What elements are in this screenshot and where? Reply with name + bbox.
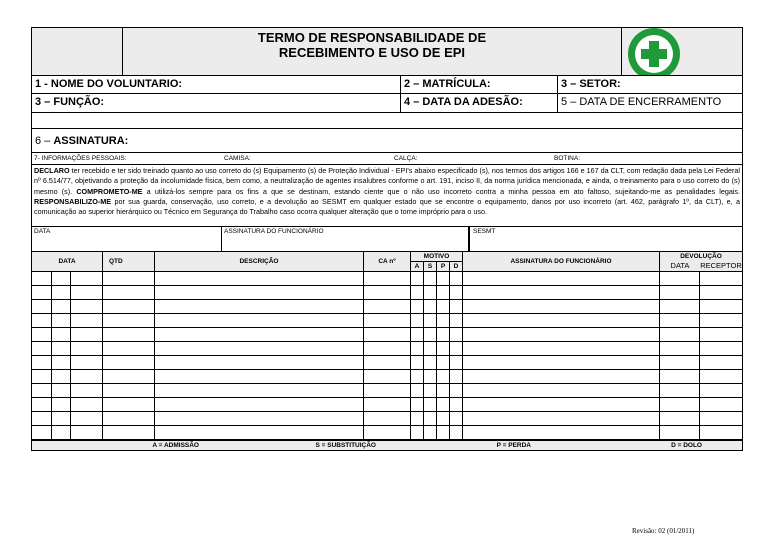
table-header [32, 252, 742, 272]
comprometo-text: a utilizá-los sempre para os fins a que se destinam, estando ciente que o não uso incorreto contra a minha pessoa em ato faltoso, sujeitando-me as penalidades legais. [142, 186, 741, 196]
table-cell[interactable] [463, 356, 660, 369]
table-cell[interactable] [411, 342, 424, 355]
field-data-adesao[interactable]: 4 – DATA DA ADESÃO: [401, 94, 558, 112]
row-assinatura [32, 129, 742, 153]
table-cell[interactable] [437, 384, 450, 397]
table-cell[interactable] [700, 384, 742, 397]
legend-admissao: A = ADMISSÃO [152, 442, 199, 449]
table-cell[interactable] [52, 412, 71, 425]
table-cell[interactable] [103, 300, 155, 313]
table-cell[interactable] [32, 342, 52, 355]
field-matricula[interactable]: 2 – MATRÍCULA: [401, 76, 558, 93]
col-descricao: DESCRIÇÃO [155, 252, 364, 271]
table-cell[interactable] [450, 370, 463, 383]
table-cell[interactable] [660, 314, 700, 327]
table-row [32, 356, 742, 370]
declaro-keyword: DECLARO [34, 166, 70, 175]
table-cell[interactable] [437, 370, 450, 383]
field-calca[interactable]: CALÇA: [394, 155, 418, 162]
table-cell[interactable] [103, 398, 155, 411]
table-cell[interactable] [103, 356, 155, 369]
table-cell[interactable] [437, 300, 450, 313]
table-cell[interactable] [71, 272, 103, 285]
assinatura-prefix: 6 – [35, 135, 54, 147]
table-cell[interactable] [52, 272, 71, 285]
table-cell[interactable] [155, 412, 364, 425]
table-cell[interactable] [155, 300, 364, 313]
table-cell[interactable] [364, 300, 411, 313]
table-cell[interactable] [71, 342, 103, 355]
table-cell[interactable] [424, 272, 437, 285]
motivo-code-d: D [453, 263, 459, 270]
table-cell[interactable] [411, 286, 424, 299]
table-cell[interactable] [155, 328, 364, 341]
declaration-block [32, 165, 742, 227]
table-row [32, 426, 742, 440]
table-cell[interactable] [364, 286, 411, 299]
legend-perda: P = PERDA [496, 442, 531, 449]
table-cell[interactable] [71, 370, 103, 383]
col-motivo [411, 252, 463, 271]
table-cell[interactable] [450, 342, 463, 355]
motivo-code-a: A [411, 262, 424, 271]
table-cell[interactable] [700, 272, 742, 285]
table-cell[interactable] [411, 314, 424, 327]
table-cell[interactable] [155, 398, 364, 411]
devolucao-sub [660, 261, 742, 271]
field-data-encerramento[interactable]: 5 – DATA DE ENCERRAMENTO [561, 96, 722, 108]
motivo-codes [411, 262, 462, 271]
table-cell[interactable] [463, 300, 660, 313]
row-spacer [32, 113, 742, 129]
table-cell[interactable] [437, 398, 450, 411]
table-cell[interactable] [71, 412, 103, 425]
table-cell[interactable] [660, 370, 700, 383]
table-cell[interactable] [463, 314, 660, 327]
form-title [123, 28, 622, 75]
table-cell[interactable] [700, 412, 742, 425]
table-cell[interactable] [660, 398, 700, 411]
table-cell[interactable] [103, 384, 155, 397]
field-funcao[interactable]: 3 – FUNÇÃO: [32, 94, 401, 112]
table-cell[interactable] [437, 426, 450, 439]
table-cell[interactable] [32, 412, 52, 425]
table-cell[interactable] [660, 300, 700, 313]
table-cell[interactable] [411, 384, 424, 397]
epi-form [31, 27, 743, 451]
table-cell[interactable] [437, 314, 450, 327]
legend-row [32, 440, 742, 450]
table-cell[interactable] [52, 356, 71, 369]
safety-cross-logo-icon [628, 28, 680, 75]
table-cell[interactable] [103, 342, 155, 355]
motivo-code-p: P [437, 262, 450, 271]
table-row [32, 272, 742, 286]
table-cell[interactable] [700, 398, 742, 411]
table-cell[interactable] [700, 314, 742, 327]
field-nome[interactable]: 1 - NOME DO VOLUNTARIO: [32, 76, 401, 93]
table-cell[interactable] [660, 286, 700, 299]
table-cell[interactable] [450, 398, 463, 411]
table-cell[interactable] [660, 356, 700, 369]
table-cell[interactable] [437, 412, 450, 425]
table-cell[interactable] [32, 426, 52, 439]
table-cell[interactable] [450, 272, 463, 285]
table-cell[interactable] [437, 272, 450, 285]
table-cell[interactable] [32, 370, 52, 383]
col-devolucao [660, 252, 742, 271]
table-cell[interactable] [450, 356, 463, 369]
row-nome [32, 76, 742, 94]
table-cell[interactable] [155, 426, 364, 439]
table-cell[interactable] [71, 314, 103, 327]
table-cell[interactable] [450, 384, 463, 397]
declaration-text [32, 165, 742, 226]
table-body [32, 272, 742, 440]
table-cell[interactable] [411, 300, 424, 313]
devolucao-receptor: RECEPTOR [700, 261, 742, 270]
table-cell[interactable] [424, 286, 437, 299]
table-cell[interactable] [71, 356, 103, 369]
table-cell[interactable] [103, 412, 155, 425]
table-cell[interactable] [155, 342, 364, 355]
table-cell[interactable] [660, 272, 700, 285]
sign-row [32, 227, 742, 252]
sign-sesmt[interactable]: SESMT [469, 227, 742, 251]
table-cell[interactable] [103, 370, 155, 383]
table-cell[interactable] [424, 328, 437, 341]
title-line-1: TERMO DE RESPONSABILIDADE DE [257, 30, 487, 45]
field-botina[interactable]: BOTINA: [554, 155, 581, 162]
table-cell[interactable] [463, 286, 660, 299]
table-cell[interactable] [700, 370, 742, 383]
table-cell[interactable] [32, 356, 52, 369]
table-cell[interactable] [52, 342, 71, 355]
table-cell[interactable] [660, 342, 700, 355]
table-row [32, 370, 742, 384]
row-funcao [32, 94, 742, 113]
table-cell[interactable] [411, 272, 424, 285]
field-setor[interactable]: 3 – SETOR: [561, 78, 621, 90]
table-cell[interactable] [424, 412, 437, 425]
row-personal-info [32, 153, 742, 165]
table-cell[interactable] [364, 314, 411, 327]
table-cell[interactable] [71, 398, 103, 411]
devolucao-label: DEVOLUÇÃO [680, 253, 722, 260]
col-ca: CA nº [364, 252, 411, 271]
table-cell[interactable] [32, 314, 52, 327]
table-cell[interactable] [103, 272, 155, 285]
table-cell[interactable] [364, 384, 411, 397]
table-cell[interactable] [424, 398, 437, 411]
table-cell[interactable] [424, 314, 437, 327]
col-data: DATA [32, 252, 103, 271]
table-cell[interactable] [32, 398, 52, 411]
table-cell[interactable] [411, 370, 424, 383]
table-cell[interactable] [364, 328, 411, 341]
table-cell[interactable] [32, 384, 52, 397]
table-row [32, 398, 742, 412]
table-cell[interactable] [450, 412, 463, 425]
table-cell[interactable] [424, 300, 437, 313]
table-cell[interactable] [463, 342, 660, 355]
title-line-2: RECEBIMENTO E USO DE EPI [278, 45, 466, 60]
assinatura-label: ASSINATURA: [53, 135, 129, 147]
table-cell[interactable] [52, 314, 71, 327]
table-cell[interactable] [660, 328, 700, 341]
table-row [32, 342, 742, 356]
table-cell[interactable] [424, 342, 437, 355]
logo-area [622, 28, 742, 75]
table-cell[interactable] [450, 314, 463, 327]
form-header [32, 28, 742, 76]
comprometo-keyword: COMPROMETO-ME [76, 186, 143, 196]
table-cell[interactable] [71, 300, 103, 313]
table-cell[interactable] [71, 384, 103, 397]
field-assinatura[interactable] [32, 129, 742, 152]
table-cell[interactable] [364, 426, 411, 439]
table-cell[interactable] [155, 370, 364, 383]
table-cell[interactable] [52, 328, 71, 341]
table-row [32, 412, 742, 426]
table-cell[interactable] [424, 356, 437, 369]
header-blank-left [32, 28, 123, 75]
table-cell[interactable] [463, 412, 660, 425]
table-cell[interactable] [450, 426, 463, 439]
table-cell[interactable] [52, 286, 71, 299]
table-cell[interactable] [463, 426, 660, 439]
table-row [32, 286, 742, 300]
table-cell[interactable] [660, 384, 700, 397]
revision-footer: Revisão: 02 (01/2011) [632, 527, 695, 535]
table-cell[interactable] [155, 384, 364, 397]
table-cell[interactable] [364, 370, 411, 383]
table-cell[interactable] [52, 398, 71, 411]
col-qtd: QTD [103, 252, 155, 271]
table-cell[interactable] [411, 356, 424, 369]
table-cell[interactable] [32, 286, 52, 299]
table-cell[interactable] [424, 426, 437, 439]
table-cell[interactable] [437, 286, 450, 299]
table-cell[interactable] [364, 412, 411, 425]
table-cell[interactable] [103, 328, 155, 341]
table-cell[interactable] [364, 342, 411, 355]
table-cell[interactable] [155, 272, 364, 285]
table-cell[interactable] [155, 356, 364, 369]
responsabilizo-keyword: RESPONSABILIZO-ME [34, 196, 112, 206]
legend-substituicao: S = SUBSTITUIÇÃO [315, 442, 376, 449]
table-cell[interactable] [411, 398, 424, 411]
table-cell[interactable] [450, 328, 463, 341]
table-cell[interactable] [700, 356, 742, 369]
table-cell[interactable] [52, 300, 71, 313]
table-cell[interactable] [700, 286, 742, 299]
table-cell[interactable] [71, 328, 103, 341]
table-cell[interactable] [463, 370, 660, 383]
table-row [32, 314, 742, 328]
table-cell[interactable] [71, 426, 103, 439]
table-cell[interactable] [411, 426, 424, 439]
table-cell[interactable] [463, 398, 660, 411]
table-cell[interactable] [32, 328, 52, 341]
table-cell[interactable] [411, 328, 424, 341]
table-cell[interactable] [700, 342, 742, 355]
personal-info-label: 7- INFORMAÇÕES PESSOAIS: [34, 155, 127, 162]
table-cell[interactable] [71, 286, 103, 299]
declaro-text: ter recebido e ter sido treinado quanto ao uso correto do (s) Equipamento (s) de Proteção Individual - EPI's abaixo especificado (s), nos termos dos artigos 166 e 167 da CLT, com redação dada pela Lei Federal nº 6.514/77, objetivando a proteção da incolumidade física, bem como, a neutralização de agentes insalubres conforme o art. 191, inciso II, da norma jurídica mencionada, e ainda, o treinamento para o uso correto do (s) mesmo (s). [34, 166, 740, 196]
table-cell[interactable] [364, 356, 411, 369]
table-row [32, 384, 742, 398]
table-cell[interactable] [437, 328, 450, 341]
sign-assinatura[interactable]: ASSINATURA DO FUNCIONÁRIO [222, 227, 469, 251]
table-cell[interactable] [103, 426, 155, 439]
table-cell[interactable] [411, 412, 424, 425]
table-cell[interactable] [450, 300, 463, 313]
table-cell[interactable] [660, 426, 700, 439]
table-cell[interactable] [364, 272, 411, 285]
table-cell[interactable] [450, 286, 463, 299]
table-cell[interactable] [32, 272, 52, 285]
table-row [32, 328, 742, 342]
table-cell[interactable] [32, 300, 52, 313]
table-cell[interactable] [437, 342, 450, 355]
table-cell[interactable] [103, 286, 155, 299]
table-cell[interactable] [463, 328, 660, 341]
table-cell[interactable] [52, 370, 71, 383]
table-cell[interactable] [700, 426, 742, 439]
table-cell[interactable] [700, 300, 742, 313]
table-cell[interactable] [463, 384, 660, 397]
table-cell[interactable] [463, 272, 660, 285]
sign-data[interactable]: DATA [32, 227, 222, 251]
table-cell[interactable] [155, 286, 364, 299]
devolucao-data: DATA [670, 261, 690, 270]
table-cell[interactable] [437, 356, 450, 369]
table-cell[interactable] [660, 412, 700, 425]
legend-dolo: D = DOLO [671, 442, 702, 449]
table-cell[interactable] [424, 370, 437, 383]
table-cell[interactable] [52, 426, 71, 439]
responsabilizo-text: por sua guarda, conservação, uso correto, e a devolução ao SESMT em qualquer estado que se encontre o equipamento, danos por uso incorreto (art. 462, parágrafo 1º, da CLT), e, a comunicação ao superior hierárquico ou Técnico em Segurança do Trabalho caso ocorra qualquer alteração que o torne impróprio para o uso. [34, 196, 740, 217]
table-cell[interactable] [52, 384, 71, 397]
col-assinatura: ASSINATURA DO FUNCIONÁRIO [463, 252, 660, 271]
table-cell[interactable] [424, 384, 437, 397]
motivo-label: MOTIVO [411, 252, 462, 262]
table-cell[interactable] [103, 314, 155, 327]
table-cell[interactable] [700, 328, 742, 341]
table-row [32, 300, 742, 314]
field-camisa[interactable]: CAMISA: [224, 155, 251, 162]
motivo-code-s: S [424, 262, 437, 271]
table-cell[interactable] [155, 314, 364, 327]
table-cell[interactable] [364, 398, 411, 411]
